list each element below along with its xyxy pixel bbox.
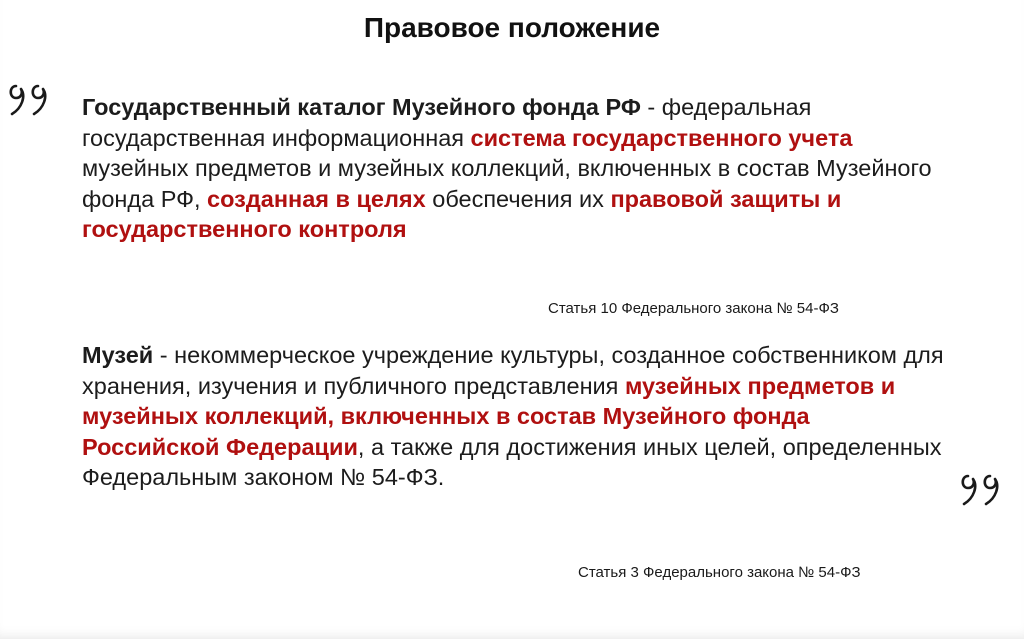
catalog-text-3: обеспечения их <box>425 185 611 212</box>
museum-definition <box>82 340 952 493</box>
catalog-definition <box>82 92 952 245</box>
catalog-text-2: музейных предметов и музейных коллекций, включенных в состав Музейного фонда РФ, <box>82 155 932 212</box>
museum-term: Музей <box>82 342 154 368</box>
museum-text-2: , а также для достижения иных целей, определенных Федеральным законом № 54-ФЗ. <box>82 433 942 490</box>
quote-close-icon <box>950 470 1008 510</box>
catalog-highlight-3: правовой защиты и государственного контроля <box>82 185 842 242</box>
quote-open-icon <box>6 80 64 120</box>
catalog-highlight-2: созданная в целях <box>207 185 426 212</box>
slide-title: Правовое положение <box>363 12 661 43</box>
catalog-text-1: - федеральная государственная информационная <box>82 94 812 151</box>
catalog-highlight-1: система государственного учета <box>470 124 853 151</box>
museum-highlight-1: музейных предметов и музейных коллекций, включенных в состав Музейного фонда Российской Федерации <box>82 372 896 460</box>
source-citation-article-10: Статья 10 Федерального закона № 54-ФЗ <box>548 300 839 317</box>
museum-text-1: - некоммерческое учреждение культуры, созданное собственником для хранения, изучения и публичного представления <box>82 342 944 399</box>
catalog-term: Государственный каталог Музейного фонда РФ <box>82 94 641 120</box>
source-citation-article-3: Статья 3 Федерального закона № 54-ФЗ <box>578 564 861 581</box>
